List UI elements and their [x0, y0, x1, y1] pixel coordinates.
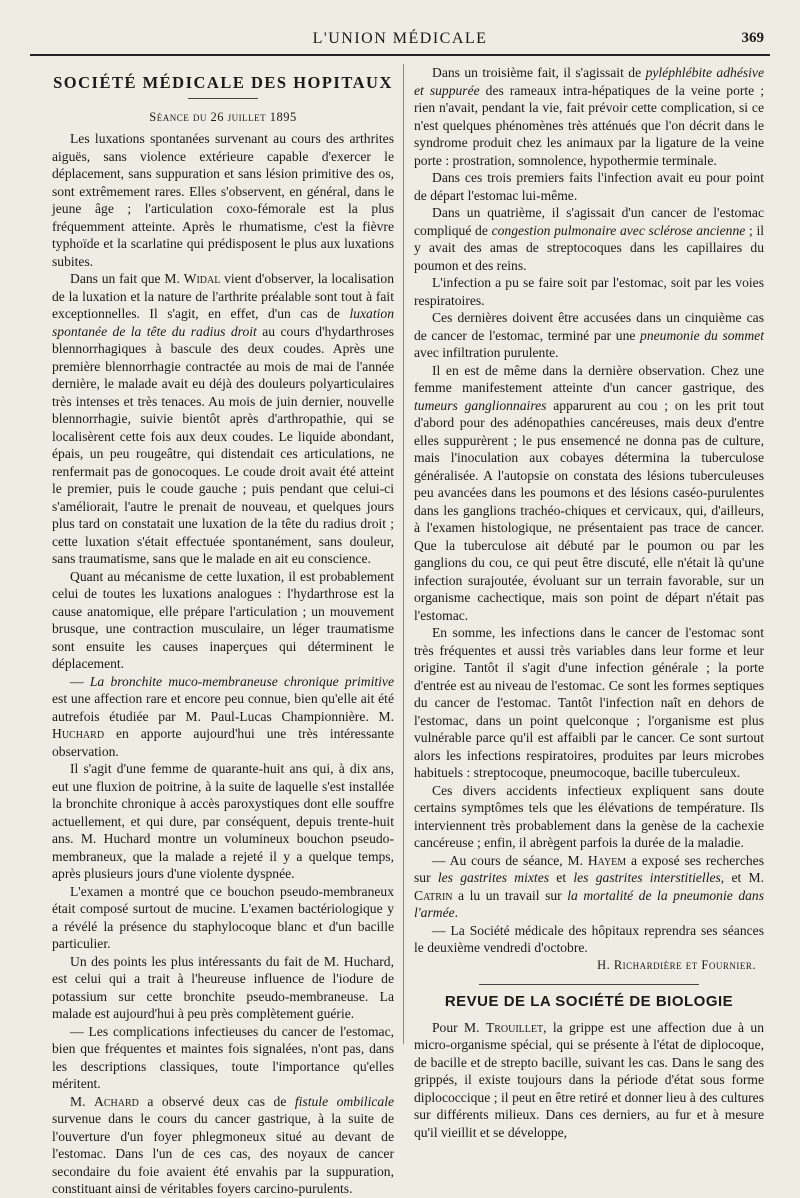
- column-divider: [403, 64, 404, 1044]
- running-title: L'UNION MÉDICALE: [312, 30, 488, 47]
- paragraph: Il s'agit d'une femme de quarante-huit ans qui, à dix ans, eut une fluxion de poitrine, à la suite de laquelle s'est installée la bronchite chronique à accès paroxystiques dont elle souffre actuellement, et qui dure, par conséquent, depuis trente-huit ans. M. Huchard montre un volumineux bouchon pseudo-membraneux, que la malade a rejeté il y a quelque temps, après plusieurs jours d'une violente dyspnée.: [52, 761, 394, 881]
- paragraph: Quant au mécanisme de cette luxation, il est probablement celui de toutes les luxations analogues : l'hydarthrose est la cause anatomique, elle prépare l'articulation ; un mouvement brusque, une contraction musculaire, un léger traumatisme sont ensuite les causes inaperçues qui déterminent le déplacement.: [52, 568, 394, 671]
- page-number: 369: [741, 30, 764, 46]
- paragraph: Dans un troisième fait, il s'agissait de pyléphlébite adhésive et suppurée des rameaux intra-hépatiques de la veine porte ; rien n'avait, pendant la vie, fait prévoir cette complication, si ce n'est quelques phénomènes très atténués que l'on décrit dans le syndrome produit chez les animaux par la ligature de la veine porte : prostration, somnolence, hypothermie terminale.: [414, 65, 764, 168]
- left-column: [52, 64, 394, 1198]
- right-column: [414, 64, 764, 1141]
- paragraph: Ces dernières doivent être accusées dans un cinquième cas de cancer de l'estomac, terminé par une pneumonie du sommet avec infiltration purulente.: [414, 310, 764, 360]
- paragraph: — Les complications infectieuses du cancer de l'estomac, bien que fréquentes et maintes fois signalées, n'ont pas, dans les descriptions classiques, toute l'importance qu'elles méritent.: [52, 1023, 394, 1091]
- paragraph: — La Société médicale des hôpitaux reprendra ses séances le deuxième vendredi d'octobre.: [414, 922, 764, 955]
- paragraph: — Au cours de séance, M. Hayem a exposé ses recherches sur les gastrites mixtes et les gastrites interstitielles, et M. Catrin a lu un travail sur la mortalité de la pneumonie dans l'armée.: [414, 852, 764, 920]
- header-rule: [30, 54, 770, 56]
- signature: H. Richardière et Fournier.: [597, 957, 756, 972]
- seance-date: Séance du 26 juillet 1895: [149, 109, 297, 124]
- section-title-societe-biologie: REVUE DE LA SOCIÉTÉ DE BIOLOGIE: [444, 993, 734, 1010]
- paragraph: Ces divers accidents infectieux expliquent sans doute certains symptômes tels que les élévations de température. Ils interviennent très probablement dans la genèse de la cachexie cancéreuse ; enfin, il abrègent parfois la durée de la maladie.: [414, 782, 764, 850]
- paragraph: Les luxations spontanées survenant au cours des arthrites aiguës, sans violence extérieure capable d'exercer le déplacement, sans suppuration et sans lésion primitive des os, sont extrêmement rares. Elles s'observent, en général, dans le jeune âge ; l'articulation coxo-fémorale est la plus fréquemment atteinte. Après le rhumatisme, c'est la fièvre typhoïde et la scarlatine qui prédisposent le plus aux luxations subites.: [52, 131, 394, 269]
- title-rule: [188, 98, 258, 99]
- page-header: [30, 8, 770, 56]
- paragraph: — La bronchite muco-membraneuse chronique primitive est une affection rare et encore peu connue, bien qu'elle ait été autrefois étudiée par M. Paul-Lucas Championnière. M. Huchard en apporte aujourd'hui une très intéressante observation.: [52, 673, 394, 759]
- paragraph: En somme, les infections dans le cancer de l'estomac sont très fréquentes et aussi très variables dans leur forme et leur origine. Tantôt il s'agit d'une infection générale ; la porte d'entrée est au niveau de l'estomac. Ce sont les formes septiques du cancer de l'estomac. Tantôt l'infection naît en dehors de l'estomac, dans un point quelconque ; l'organisme est plus vulnérable parce qu'il est affaibli par le cancer. Ce sont surtout alors les infections respiratoires, produites par leurs microbes habituels : streptocoque, pneumocoque, bacille tuberculeux.: [414, 625, 764, 780]
- paragraph: Dans ces trois premiers faits l'infection avait eu pour point de départ l'estomac lui-même.: [414, 170, 764, 203]
- paragraph: Dans un quatrième, il s'agissait d'un cancer de l'estomac compliqué de congestion pulmonaire avec sclérose ancienne ; il y avait des amas de streptocoques dans les capillaires du poumon et des reins.: [414, 205, 764, 273]
- paragraph: M. Achard a observé deux cas de fistule ombilicale survenue dans le cours du cancer gastrique, à la suite de l'ouverture d'un foyer phlegmoneux situé au devant de l'estomac. Dans l'un de ces cas, des noyaux de cancer secondaire du foie avaient été envahis par la suppuration, constituant ainsi de véritables foyers carcino-purulents.: [52, 1093, 395, 1196]
- paragraph: Dans un fait que M. Widal vient d'observer, la localisation de la luxation et la nature de l'arthrite préalable sont tout à fait exceptionnelles. Il s'agit, en effet, d'un cas de luxation spontanée de la tête du radius droit au cours d'hydarthroses blennorrhagiques à bascule des deux coudes. Après une première blennorrhagie contractée au mois de mai de l'année dernière, le malade avait eu déjà des douleurs polyarticulaires très intenses et très tenaces. Au mois de juin dernier, nouvelle blennorrhagie, suivie bientôt après d'arthropathie, qui se localisèrent cette fois aux deux coudes. Le liquide abondant, épais, un peu rougeâtre, qui distendait ces articulations, ne renfermait pas de gonocoques. Le coude droit avait été atteint le premier, puis le coude gauche ; puis pendant que celui-ci s'améliorait, l'autre le prenait de nouveau, et quelques jours plus tard on constatait une luxation de la tête du radius droit ; cette luxation s'était effectuée spontanément, sans douleur, sans traumatisme, sans que le malade en ait eu conscience.: [52, 271, 394, 566]
- section-title-societe-medicale: SOCIÉTÉ MÉDICALE DES HOPITAUX: [53, 73, 393, 92]
- paragraph: L'infection a pu se faire soit par l'estomac, soit par les voies respiratoires.: [414, 275, 764, 308]
- paragraph: Pour M. Trouillet, la grippe est une affection due à un micro-organisme spécial, qui se présente à l'état de diplocoque, de bacille et de strepto bacille, suivant les cas. Dans le sang des grippés, il existe toujours dans la période d'état sous forme diplococcique ; il peut en être retiré et donner lieu à des cultures sur différents milieux. Dans ces derniers, au fur et à mesure qu'il vieillit et se développe,: [414, 1019, 764, 1140]
- paragraph: Un des points les plus intéressants du fait de M. Huchard, est celui qui a trait à l'heureuse influence de l'iodure de potassium sur cette bronchite pseudo-membraneuse. La malade est aujourd'hui à peu près complètement guérie.: [52, 953, 394, 1021]
- paragraph: Il en est de même dans la dernière observation. Chez une femme manifestement atteinte d'un cancer gastrique, des tumeurs ganglionnaires apparurent au cou ; on les prit tout d'abord pour des adénopathies cancéreuses, mais deux d'entre elles suppurèrent ; le pus ensemencé ne donna pas de culture, mais l'inoculation aux cobayes détermina la tuberculose généralisée. A l'autopsie on constata des lésions tuberculeuses peu avancées dans les poumons et des lésions caséo-purulentes dans les ganglions trachéo-chiques et cervicaux, qui, d'ailleurs, à l'examen histologique, ne présentaient pas trace de cancer. Que la tuberculose ait débuté par le poumon ou par les ganglions du cou, ce qui peut être discuté, elle n'était là qu'une infection surajoutée, évoluant sur un terrain favorable, sur un organisme cachectique, mais son point de départ n'était pas l'estomac.: [414, 362, 765, 623]
- paragraph: L'examen a montré que ce bouchon pseudo-membraneux était composé surtout de mucine. L'examen bactériologique y a révélé la présence du staphylocoque blanc et d'un bacille particulier.: [52, 883, 394, 951]
- section-rule: [479, 984, 699, 985]
